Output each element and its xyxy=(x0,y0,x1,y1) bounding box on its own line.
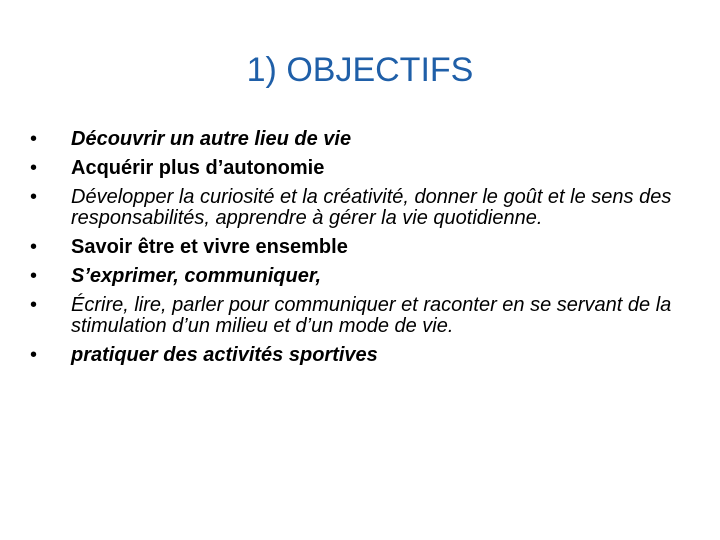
bullet-icon: • xyxy=(30,157,38,179)
list-item-text: Découvrir un autre lieu de vie xyxy=(71,128,352,150)
bullet-icon: • xyxy=(30,128,38,150)
list-item-text: Savoir être et vivre ensemble xyxy=(71,236,348,258)
list-item xyxy=(30,129,680,150)
list-item-text: Écrire, lire, parler pour communiquer et raconter en se servant de la stimulation d’un milieu et d’un mode de vie. xyxy=(71,294,672,337)
list-item xyxy=(30,158,680,179)
list-item xyxy=(30,237,680,258)
bullet-icon: • xyxy=(30,265,38,287)
bullet-icon: • xyxy=(30,344,38,366)
list-item-text: Développer la curiosité et la créativité, donner le goût et le sens des responsabilités, apprendre à gérer la vie quotidienne. xyxy=(71,186,672,229)
list-item-text: S’exprimer, communiquer, xyxy=(71,265,322,287)
list-item-text: pratiquer des activités sportives xyxy=(71,344,378,366)
bullet-icon: • xyxy=(30,236,38,258)
list-item xyxy=(30,187,680,229)
list-item xyxy=(30,345,680,366)
bullet-icon: • xyxy=(30,186,38,208)
objectives-list xyxy=(30,129,680,366)
slide-title: 1) OBJECTIFS xyxy=(246,51,474,89)
list-item xyxy=(30,295,680,337)
list-item xyxy=(30,266,680,287)
bullet-icon: • xyxy=(30,294,38,316)
list-item-text: Acquérir plus d’autonomie xyxy=(71,157,325,179)
